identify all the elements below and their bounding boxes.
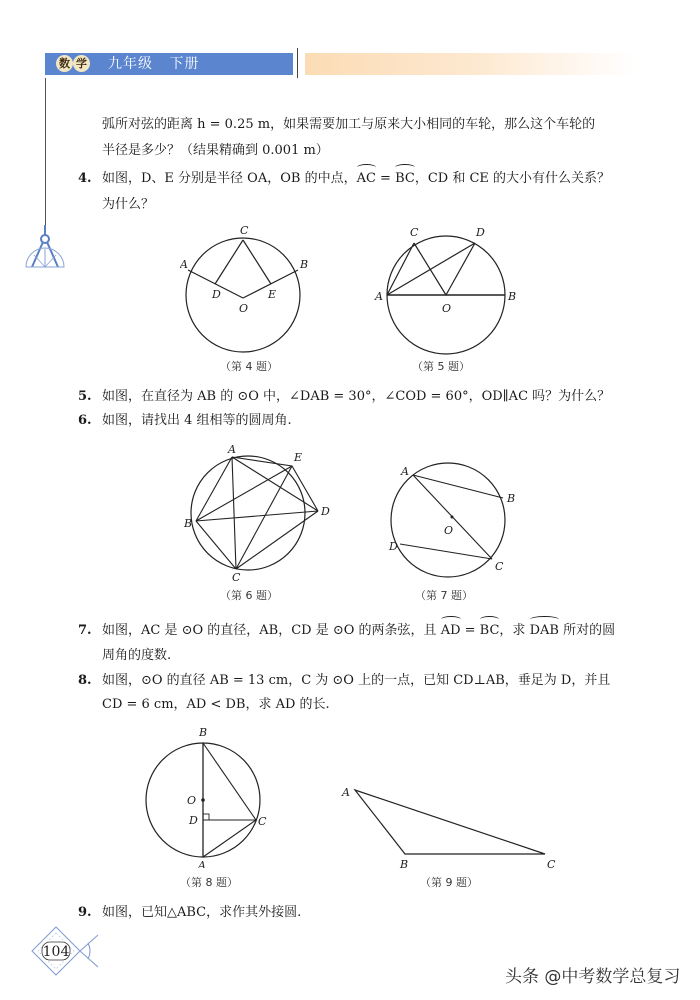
problem-3-line2: 半径是多少？（结果精确到 0.001 m）	[102, 143, 329, 158]
problem-number: 8.	[78, 673, 92, 688]
svg-text:A: A	[342, 786, 350, 799]
problem-7	[78, 618, 615, 644]
svg-text:D: D	[321, 505, 330, 518]
svg-text:C: C	[495, 560, 504, 573]
problem-5	[78, 384, 610, 410]
svg-text:B: B	[507, 492, 516, 505]
header-title: 九年级 下册	[108, 56, 200, 72]
equals: =	[375, 171, 396, 186]
svg-text:C: C	[410, 226, 419, 239]
figure-6	[180, 443, 330, 583]
svg-text:B: B	[300, 258, 309, 271]
figure-9	[340, 780, 570, 875]
problem-8-line2: CD = 6 cm，AD < DB，求 AD 的长.	[102, 697, 330, 712]
problem-text: 如图，在直径为 AB 的 ⊙O 中，∠DAB = 30°，∠COD = 60°，OD∥AC 吗？为什么？	[102, 389, 611, 404]
subject-badge-char: 学	[73, 55, 90, 72]
svg-text:D: D	[189, 814, 198, 827]
svg-text:C: C	[258, 815, 267, 828]
problem-text: 如图，已知△ABC，求作其外接圆.	[102, 905, 302, 920]
problem-number: 6.	[78, 413, 92, 428]
problem-number: 5.	[78, 389, 92, 404]
figure-8-caption: （第 8 题）	[180, 876, 238, 889]
problem-text: 如图，⊙O 的直径 AB = 13 cm，C 为 ⊙O 上的一点，已知 CD⊥AB，垂足为 D，并且	[102, 673, 611, 688]
svg-text:B: B	[400, 858, 409, 871]
problem-6	[78, 408, 292, 434]
problem-number: 4.	[78, 171, 92, 186]
svg-text:A: A	[198, 859, 206, 868]
arc-notation: BC	[480, 618, 500, 644]
figure-4	[180, 220, 320, 365]
svg-text:O: O	[442, 302, 452, 315]
problem-7-line2: 周角的度数.	[102, 648, 172, 663]
svg-text:D: D	[476, 226, 485, 239]
svg-text:A: A	[228, 443, 236, 456]
arc-notation: DAB	[530, 618, 559, 644]
problem-8	[78, 668, 610, 694]
subject-badge	[56, 55, 90, 73]
compass-icon	[22, 225, 68, 279]
page-number-badge	[30, 925, 102, 981]
figure-4-caption: （第 4 题）	[220, 360, 278, 373]
svg-text:O: O	[239, 302, 249, 315]
figure-7-caption: （第 7 题）	[415, 589, 473, 602]
svg-text:A: A	[401, 465, 409, 478]
figure-9-caption: （第 9 题）	[420, 876, 478, 889]
figure-7	[380, 458, 530, 583]
problem-number: 9.	[78, 905, 92, 920]
svg-text:C: C	[547, 858, 556, 871]
subject-badge-char: 数	[56, 55, 73, 72]
svg-text:B: B	[508, 290, 517, 303]
equals: =	[460, 623, 480, 638]
problem-9	[78, 900, 301, 926]
header-decoration	[305, 53, 635, 75]
problem-text: 如图，AC 是 ⊙O 的直径，AB，CD 是 ⊙O 的两条弦，且	[102, 623, 441, 638]
figure-5-caption: （第 5 题）	[412, 360, 470, 373]
svg-text:D: D	[389, 540, 398, 553]
figure-8	[140, 718, 280, 868]
problem-3-line1: 弧所对弦的距离 h = 0.25 m，如果需要加工与原来大小相同的车轮，那么这个车轮的	[102, 117, 596, 132]
problem-text: 如图，D、E 分别是半径 OA，OB 的中点，	[102, 171, 357, 186]
header-divider	[297, 48, 298, 78]
svg-text:D: D	[212, 288, 221, 301]
problem-text: 如图，请找出 4 组相等的圆周角.	[102, 413, 292, 428]
svg-text:E: E	[268, 288, 277, 301]
svg-text:O: O	[187, 794, 197, 807]
svg-text:E: E	[294, 451, 303, 464]
margin-line	[45, 78, 46, 228]
problem-number: 7.	[78, 623, 92, 638]
arc-notation: AD	[441, 618, 461, 644]
svg-text:B: B	[184, 517, 193, 530]
problem-4	[78, 166, 610, 192]
svg-text:A: A	[180, 258, 188, 271]
watermark: 头条 @中考数学总复习	[505, 967, 681, 987]
arc-notation: BC	[395, 166, 415, 192]
figure-6-caption: （第 6 题）	[220, 589, 278, 602]
problem-text: ，求	[499, 623, 530, 638]
problem-text: 所对的圆	[558, 623, 616, 638]
fish-icon	[30, 925, 102, 977]
arc-notation: AC	[357, 166, 376, 192]
svg-text:A: A	[375, 290, 383, 303]
problem-text: ，CD 和 CE 的大小有什么关系？	[414, 171, 611, 186]
svg-text:C: C	[232, 571, 241, 583]
svg-text:C: C	[240, 224, 249, 237]
problem-4-line2: 为什么？	[102, 197, 155, 212]
svg-text:B: B	[199, 726, 208, 739]
svg-text:O: O	[444, 524, 454, 537]
figure-5	[370, 220, 530, 365]
svg-text:104: 104	[42, 944, 70, 960]
